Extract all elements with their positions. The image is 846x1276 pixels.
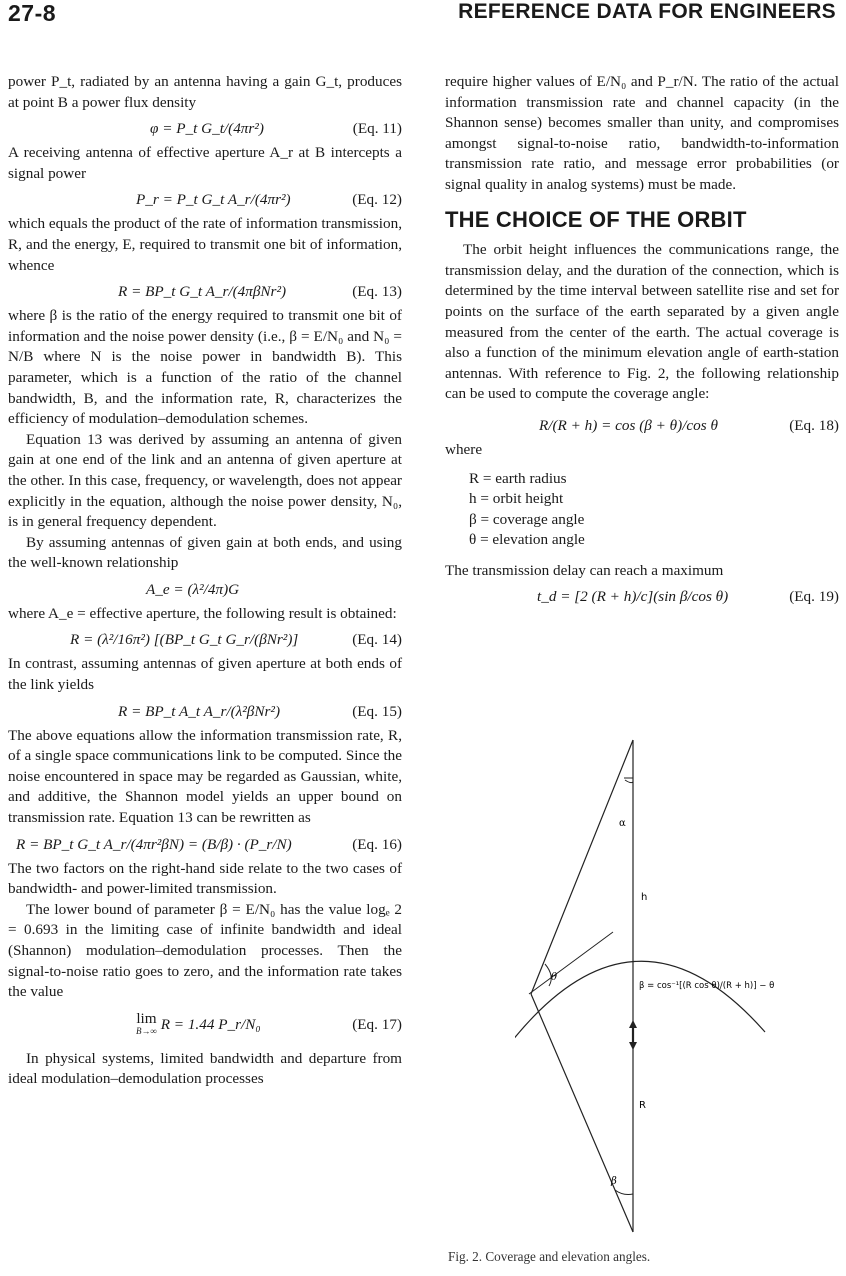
right-column [445,72,839,611]
paragraph: require higher values of E/N₀ and P_r/N. The ratio of the actual information transmission rate and channel capacity (in the Shannon sense) becomes smaller than unity, and compromises amongst signal-to-noise ratio, bandwidth-to-information transmission rate ratio, and message error probabilities (or signal quality in analog systems) must be made. [445,73,839,193]
equation-11 [8,116,402,141]
paragraph: where A_e = effective aperture, the following result is obtained: [8,604,397,622]
label-beta: β [611,1176,617,1187]
paragraph: By assuming antennas of given gain at both ends, and using the well-known relationship [8,533,402,572]
earth-radius-line [531,994,633,1232]
equation-math: t_d = [2 (R + h)/c](sin β/cos θ) [537,588,729,606]
definition-item: β = coverage angle [469,510,585,528]
paragraph: where [445,440,483,458]
paragraph: In physical systems, limited bandwidth and departure from ideal modulation–demodulation processes [8,1049,402,1088]
limit-operator: lim B→∞ [136,1010,157,1037]
h-arrowhead [629,1020,637,1028]
equation-label: (Eq. 12) [352,191,402,209]
line-of-sight [531,740,633,994]
paragraph: power P_t, radiated by an antenna having a gain G_t, produces at point B a power flux density [8,73,402,111]
figure-2-diagram [515,732,775,1242]
paragraph: The above equations allow the information transmission rate, R, of a single space communications link to be computed. Since the noise encountered in space may be regarded as Gaussian, white, and additive, the Shannon model yields an upper bound on transmission rate. Equation 13 can be rewritten as [8,726,402,827]
equation-14 [8,627,402,652]
equation-math: R = BP_t A_t A_r/(λ²βNr²) [118,702,281,720]
equation-math: lim B→∞ R = 1.44 P_r/N₀ [136,1010,261,1037]
left-column [8,72,402,1090]
equation-label: (Eq. 17) [352,1015,402,1033]
label-h: h [641,892,648,903]
label-theta: θ [551,972,558,983]
definition-item: θ = elevation angle [469,531,585,549]
equation-math: A_e = (λ²/4π)G [146,580,240,598]
label-beta-formula: β = cos⁻¹[(R cos θ)/(R + h)] − θ [639,981,775,991]
paragraph: which equals the product of the rate of information transmission, R, and the energy, E, required to transmit one bit of information, whence [8,215,402,274]
equation-12 [8,187,402,212]
paragraph: where β is the ratio of the energy required to transmit one bit of information and the noise power density (i.e., β = E/N₀ and N₀ = N/B where N is the noise power in bandwidth B). This parameter, which is a function of the ratio of the channel bandwidth, B, and the information rate, R, characterizes the efficiency of modulation–demodulation schemes. [8,307,402,428]
equation-label: (Eq. 11) [352,120,402,138]
equation-math: R = BP_t G_t A_r/(4πr²βN) = (B/β) · (P_r/N) [16,835,292,853]
equation-label: (Eq. 14) [352,631,402,649]
equation-17 [8,1009,402,1041]
page-header-number: 27-8 [8,0,57,26]
variable-definitions [469,469,839,551]
equation-label: (Eq. 19) [789,588,839,606]
alpha-arc [625,780,633,783]
equation-math: P_r = P_t G_t A_r/(4πr²) [136,191,291,209]
label-R: R [639,1100,646,1111]
paragraph: The orbit height influences the communications range, the transmission delay, and the duration of the connection, which is determined by the time interval between satellite rise and set for points on the surface of the earth separated by a given angle measured from the center of the earth. The actual coverage is also a function of the minimum elevation angle of earth-station antennas. With reference to Fig. 2, the following relationship can be used to compute the coverage angle: [445,241,839,403]
paragraph: A receiving antenna of effective aperture A_r at B intercepts a signal power [8,144,402,182]
equation-label: (Eq. 16) [352,835,402,853]
paragraph: The lower bound of parameter β = E/N₀ has the value logₑ 2 = 0.693 in the limiting case of infinite bandwidth and ideal (Shannon) modulation–demodulation processes. Then the signal-to-noise ratio goes to zero, and the information rate takes the value [8,900,402,1001]
equation-15 [8,699,402,724]
h-arrowhead-lower [629,1042,637,1050]
equation-math: R/(R + h) = cos (β + θ)/cos θ [539,416,718,434]
label-alpha: α [619,818,626,829]
beta-arc [615,1190,633,1195]
figure-caption: Fig. 2. Coverage and elevation angles. [448,1249,651,1264]
page-header-title: REFERENCE DATA FOR ENGINEERS [458,0,836,23]
definition-item: R = earth radius [469,469,567,487]
equation-19 [445,584,839,609]
equation-math: R = (λ²/16π²) [(BP_t G_t G_r/(βNr²)] [70,631,299,649]
equation-18 [445,413,839,438]
equation-13 [8,279,402,304]
paragraph: Equation 13 was derived by assuming an antenna of given gain at one end of the link and an antenna of given aperture at the other. In this case, frequency, or wavelength, does not appear explicitly in the equation, although the noise power density, N₀, is in general frequency dependent. [8,430,402,531]
equation-label: (Eq. 18) [789,416,839,434]
paragraph: In contrast, assuming antennas of given aperture at both ends of the link yields [8,655,402,694]
equation-effective-aperture [8,577,402,602]
definition-item: h = orbit height [469,490,564,508]
section-heading: THE CHOICE OF THE ORBIT [445,206,747,232]
equation-math: φ = P_t G_t/(4πr²) [150,120,264,138]
equation-label: (Eq. 15) [352,702,402,720]
paragraph: The transmission delay can reach a maximum [445,561,724,579]
paragraph: The two factors on the right-hand side relate to the two cases of bandwidth- and power-limited transmission. [8,859,402,898]
equation-16 [8,832,402,857]
equation-math: R = BP_t G_t A_r/(4πβNr²) [118,283,287,301]
equation-label: (Eq. 13) [352,283,402,301]
